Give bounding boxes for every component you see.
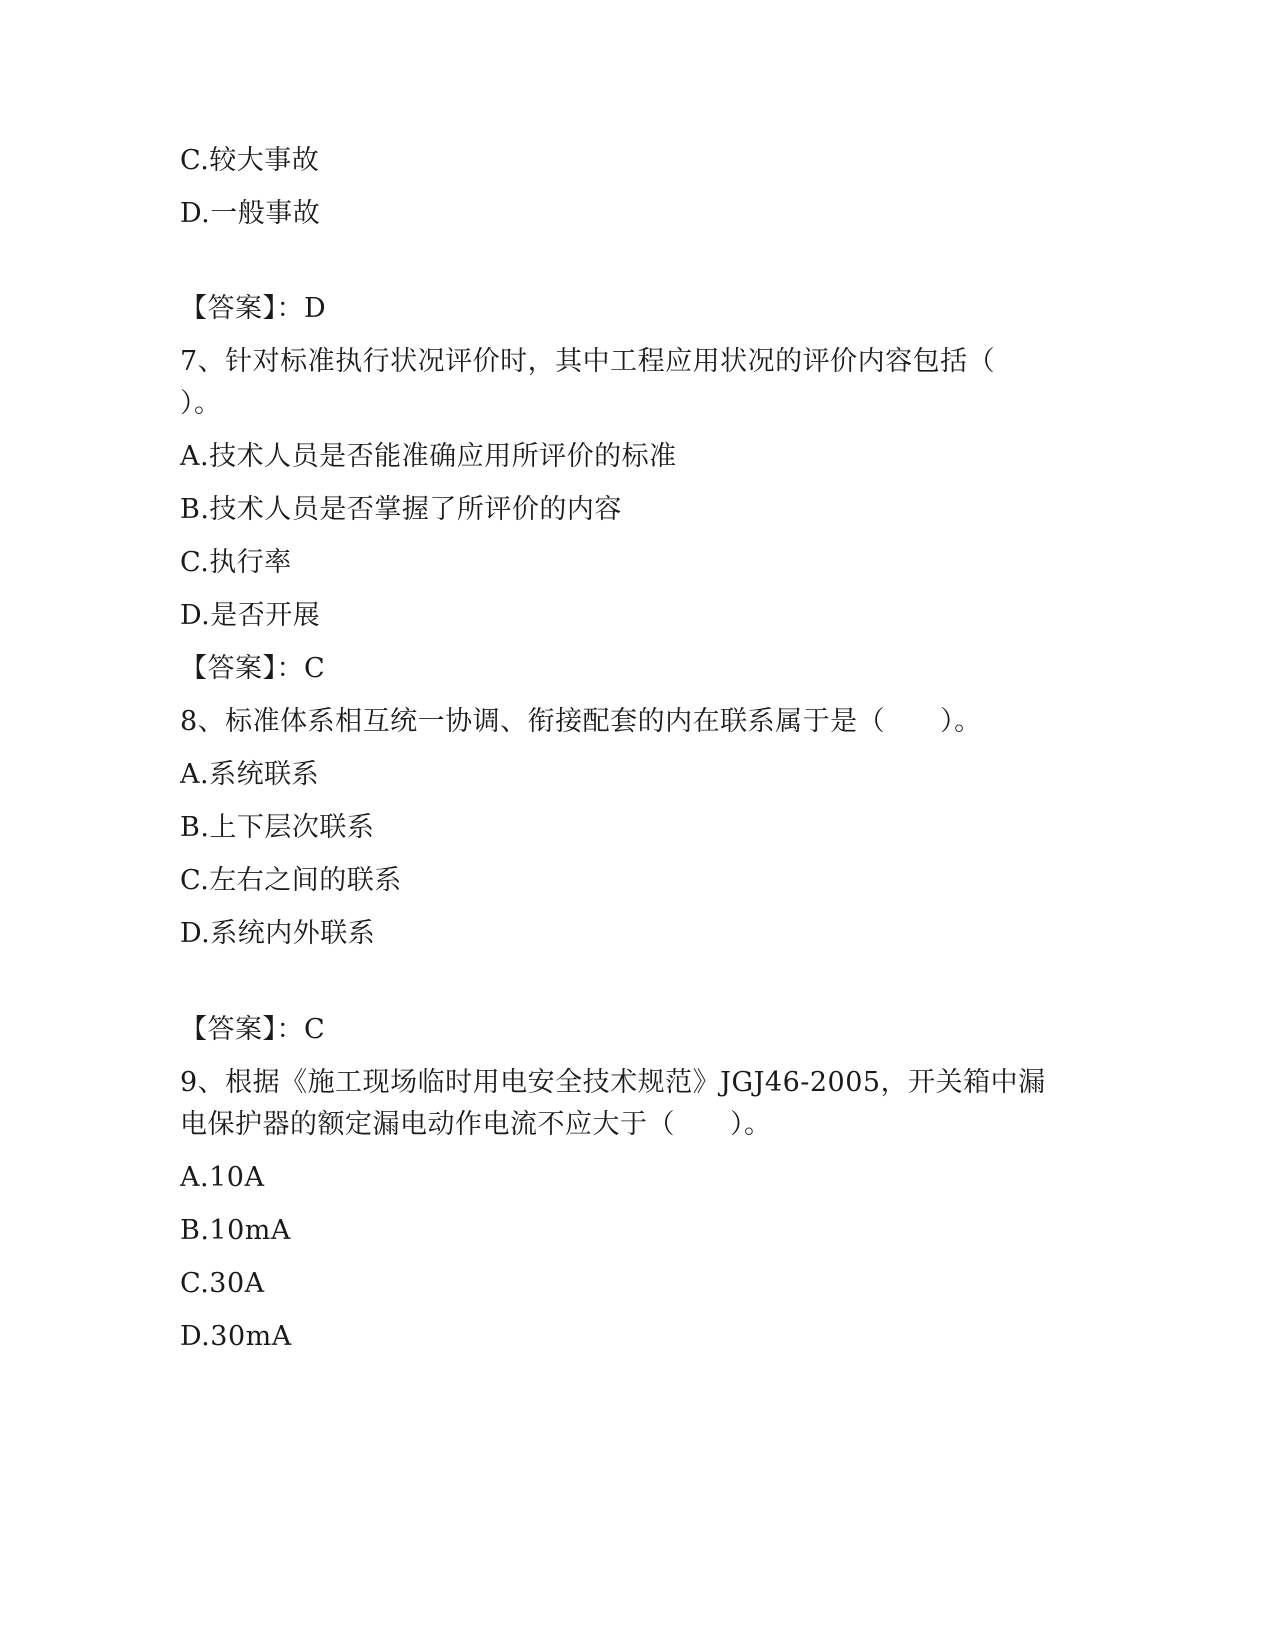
q9-stem-line2: 电保护器的额定漏电动作电流不应大于（ ）。 (180, 1109, 772, 1140)
q8-answer: 【答案】：C (180, 1014, 326, 1045)
q9-option-d: D.30mA (180, 1321, 292, 1352)
q7-option-b: B.技术人员是否掌握了所评价的内容 (180, 494, 622, 525)
q7-stem-line1: 7、针对标准执行状况评价时，其中工程应用状况的评价内容包括（ (180, 346, 996, 377)
q7-stem-line2: ）。 (180, 388, 222, 419)
q6-option-d: D.一般事故 (180, 198, 321, 229)
q8-option-b: B.上下层次联系 (180, 812, 375, 843)
q6-option-c: C.较大事故 (180, 145, 320, 176)
q9-option-c: C.30A (180, 1268, 265, 1299)
q8-option-d: D.系统内外联系 (180, 918, 376, 949)
q9-option-b: B.10mA (180, 1215, 291, 1246)
q7-option-d: D.是否开展 (180, 600, 321, 631)
q7-answer: 【答案】：C (180, 653, 326, 684)
q9-stem-line1: 9、根据《施工现场临时用电安全技术规范》JGJ46-2005，开关箱中漏 (180, 1067, 1046, 1098)
q9-option-a: A.10A (180, 1162, 265, 1193)
q8-option-a: A.系统联系 (180, 759, 320, 790)
q6-answer: 【答案】：D (180, 293, 327, 324)
q7-option-c: C.执行率 (180, 547, 292, 578)
q8-stem: 8、标准体系相互统一协调、衔接配套的内在联系属于是（ ）。 (180, 706, 982, 737)
q8-option-c: C.左右之间的联系 (180, 865, 402, 896)
q7-option-a: A.技术人员是否能准确应用所评价的标准 (180, 441, 677, 472)
